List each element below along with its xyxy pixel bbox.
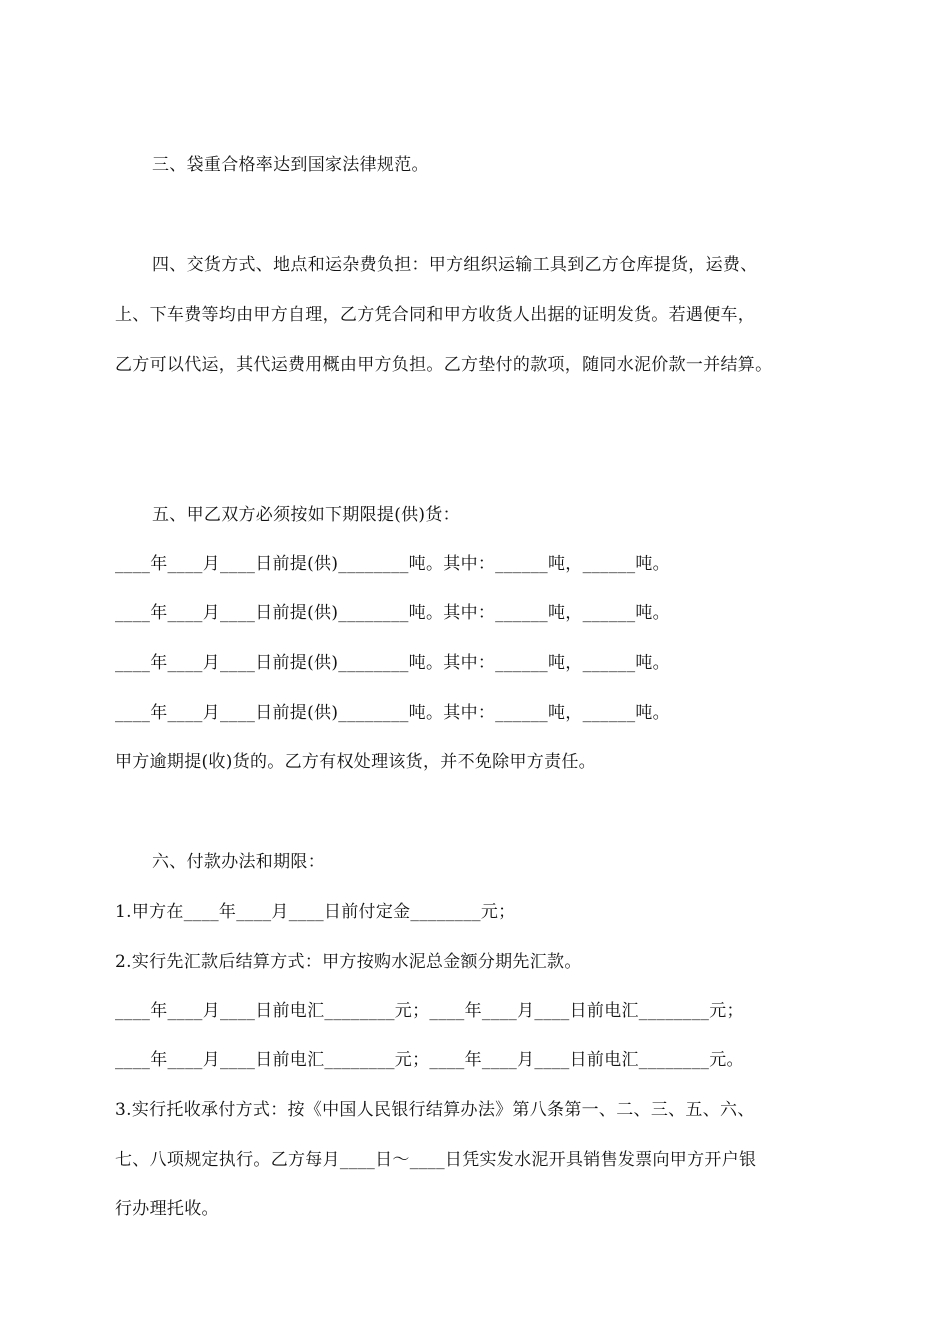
section-5-row-3: ____年____月____日前提(供)________吨。其中：______吨，______吨。 [115,653,670,673]
section-3-text: 三、袋重合格率达到国家法律规范。 [152,155,429,175]
section-6-remit-row-1: ____年____月____日前电汇________元；____年____月____日前电汇________元； [115,1001,744,1021]
section-4-line-2: 上、下车费等均由甲方自理，乙方凭合同和甲方收货人出据的证明发货。若遇便车， [115,305,756,325]
section-6-item-2: 2.实行先汇款后结算方式：甲方按购水泥总金额分期先汇款。 [115,952,582,972]
section-6-item-3-line-1: 3.实行托收承付方式：按《中国人民银行结算办法》第八条第一、二、三、五、六、 [115,1100,755,1120]
section-5-row-1: ____年____月____日前提(供)________吨。其中：______吨，______吨。 [115,554,670,574]
section-4-line-3: 乙方可以代运，其代运费用概由甲方负担。乙方垫付的款项，随同水泥价款一并结算。 [115,355,773,375]
section-6-item-3-line-2: 七、八项规定执行。乙方每月____日～____日凭实发水泥开具销售发票向甲方开户银 [115,1150,757,1170]
section-5-note: 甲方逾期提(收)货的。乙方有权处理该货，并不免除甲方责任。 [115,752,596,772]
section-6-item-1: 1.甲方在____年____月____日前付定金________元； [115,902,516,922]
section-5-row-2: ____年____月____日前提(供)________吨。其中：______吨，______吨。 [115,603,670,623]
section-6-item-3-line-3: 行办理托收。 [115,1199,219,1219]
section-6-heading: 六、付款办法和期限： [152,852,325,872]
section-5-heading: 五、甲乙双方必须按如下期限提(供)货： [152,505,460,525]
section-5-row-4: ____年____月____日前提(供)________吨。其中：______吨，______吨。 [115,703,670,723]
section-6-remit-row-2: ____年____月____日前电汇________元；____年____月____日前电汇________元。 [115,1050,744,1070]
section-4-line-1: 四、交货方式、地点和运杂费负担：甲方组织运输工具到乙方仓库提货，运费、 [152,255,758,275]
